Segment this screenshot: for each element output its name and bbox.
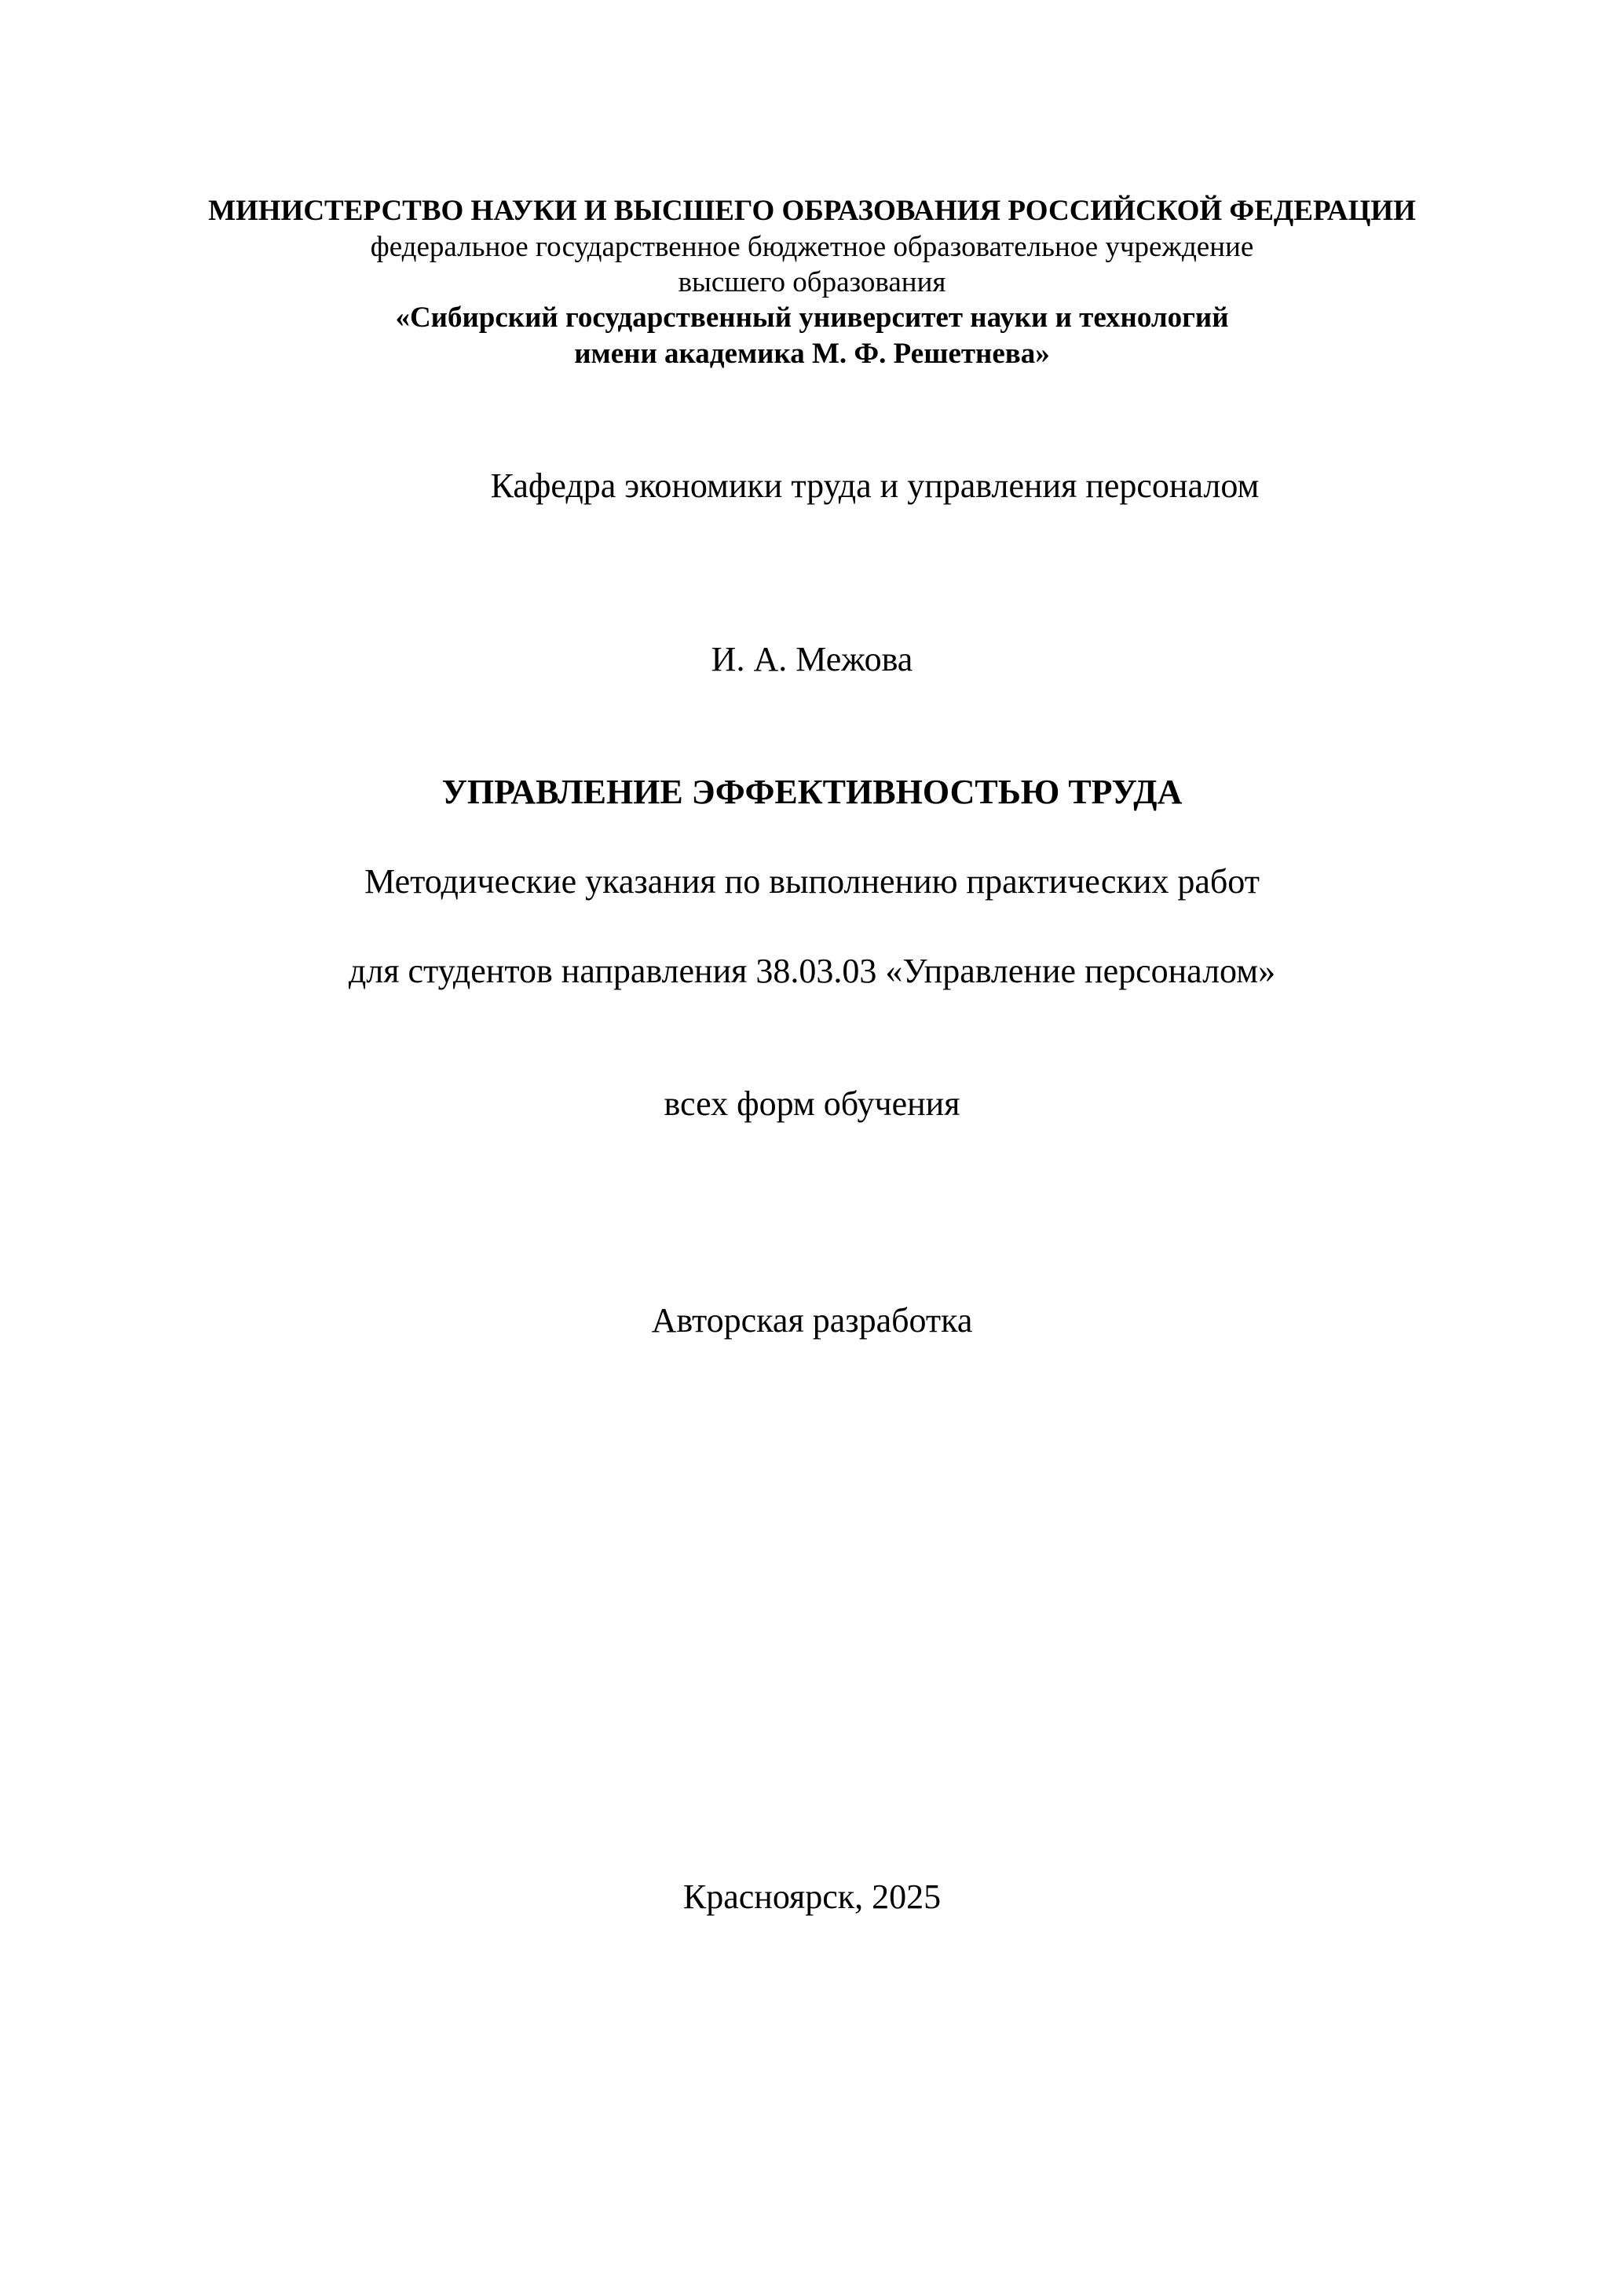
subtitle-line1: Методические указания по выполнению практических работ [364, 862, 1260, 901]
department-name: Кафедра экономики труда и управления персоналом [490, 466, 1260, 505]
university-name-line2: имени академика М. Ф. Решетнева» [574, 338, 1050, 370]
city-year: Красноярск, 2025 [682, 1877, 942, 1916]
subtitle-line2: для студентов направления 38.03.03 «Управление персоналом» [348, 952, 1276, 990]
subtitle-line3: всех форм обучения [664, 1084, 960, 1123]
ministry-name: МИНИСТЕРСТВО НАУКИ И ВЫСШЕГО ОБРАЗОВАНИЯ РОССИЙСКОЙ ФЕДЕРАЦИИ [208, 195, 1416, 227]
university-name-line1: «Сибирский государственный университет науки и технологий [395, 302, 1229, 334]
edition-note: Авторская разработка [651, 1301, 973, 1340]
document-title: УПРАВЛЕНИЕ ЭФФЕКТИВНОСТЬЮ ТРУДА [441, 773, 1183, 811]
institution-type-line1: федеральное государственное бюджетное образовательное учреждение [370, 231, 1254, 263]
author-name: И. А. Межова [711, 640, 913, 678]
institution-type-line2: высшего образования [678, 266, 946, 298]
